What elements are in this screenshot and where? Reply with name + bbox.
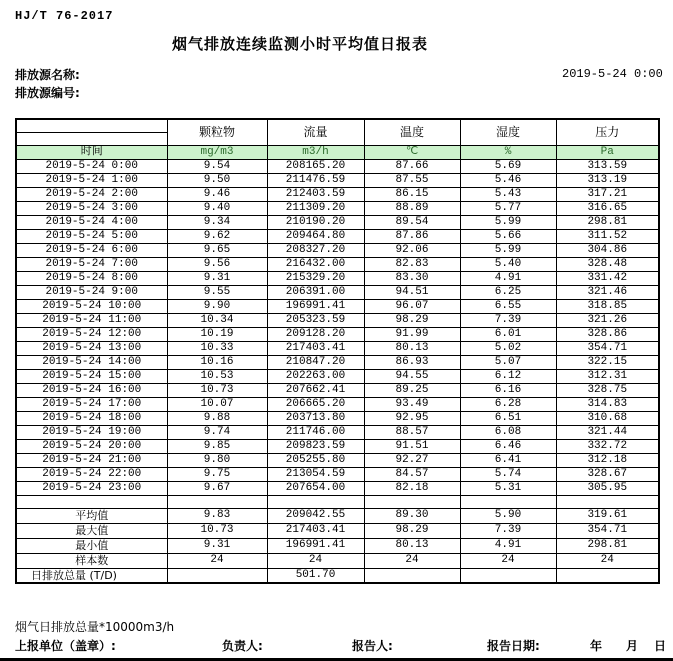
- value-cell: 321.46: [556, 285, 659, 299]
- table-row: [16, 481, 659, 495]
- value-cell: 207662.41: [267, 383, 364, 397]
- table-row: [16, 299, 659, 313]
- table-row: [16, 173, 659, 187]
- summary-value-cell: [556, 568, 659, 583]
- value-cell: 89.54: [364, 215, 460, 229]
- value-cell: 6.01: [460, 327, 556, 341]
- value-cell: 313.59: [556, 159, 659, 173]
- summary-value-cell: 80.13: [364, 538, 460, 553]
- summary-value-cell: 196991.41: [267, 538, 364, 553]
- value-cell: 5.02: [460, 341, 556, 355]
- time-cell: 2019-5-24 14:00: [16, 355, 167, 369]
- table-row: [16, 215, 659, 229]
- time-cell: 2019-5-24 3:00: [16, 201, 167, 215]
- value-cell: 316.65: [556, 201, 659, 215]
- value-cell: 6.25: [460, 285, 556, 299]
- report-table: [15, 118, 660, 584]
- report-unit-label: 上报单位（盖章）:: [15, 639, 116, 653]
- value-cell: 209128.20: [267, 327, 364, 341]
- time-cell: 2019-5-24 1:00: [16, 173, 167, 187]
- time-cell: 2019-5-24 12:00: [16, 327, 167, 341]
- value-cell: 9.31: [167, 271, 267, 285]
- value-cell: 9.85: [167, 439, 267, 453]
- value-cell: 310.68: [556, 411, 659, 425]
- time-cell: 2019-5-24 15:00: [16, 369, 167, 383]
- value-cell: 211746.00: [267, 425, 364, 439]
- summary-value-cell: 24: [167, 553, 267, 568]
- data-rows: [16, 159, 659, 495]
- report-datetime: 2019-5-24 0:00: [562, 67, 663, 81]
- summary-row: [16, 553, 659, 568]
- summary-value-cell: 217403.41: [267, 523, 364, 538]
- responsible-person-label: 负责人:: [222, 639, 263, 653]
- summary-label-cell: 最小值: [16, 538, 167, 553]
- table-row: [16, 201, 659, 215]
- blank-cell: [364, 495, 460, 508]
- value-cell: 5.69: [460, 159, 556, 173]
- time-cell: 2019-5-24 10:00: [16, 299, 167, 313]
- blank-row: [16, 495, 659, 508]
- summary-row: [16, 523, 659, 538]
- table-row: [16, 467, 659, 481]
- table-row: [16, 341, 659, 355]
- summary-value-cell: 24: [460, 553, 556, 568]
- value-cell: 6.12: [460, 369, 556, 383]
- table-row: [16, 229, 659, 243]
- value-cell: 331.42: [556, 271, 659, 285]
- value-cell: 206391.00: [267, 285, 364, 299]
- time-cell: 2019-5-24 19:00: [16, 425, 167, 439]
- time-cell: 2019-5-24 2:00: [16, 187, 167, 201]
- footer-note: 烟气日排放总量*10000m3/h: [15, 620, 175, 634]
- value-cell: 9.55: [167, 285, 267, 299]
- value-cell: 86.15: [364, 187, 460, 201]
- time-header: 时间: [16, 145, 167, 159]
- summary-value-cell: [460, 568, 556, 583]
- value-cell: 10.33: [167, 341, 267, 355]
- value-cell: 87.66: [364, 159, 460, 173]
- column-header-humidity: 湿度: [460, 119, 556, 145]
- value-cell: 298.81: [556, 215, 659, 229]
- value-cell: 91.99: [364, 327, 460, 341]
- table-row: [16, 257, 659, 271]
- summary-label-cell: 样本数: [16, 553, 167, 568]
- value-cell: 5.31: [460, 481, 556, 495]
- value-cell: 84.57: [364, 467, 460, 481]
- summary-value-cell: [167, 568, 267, 583]
- value-cell: 196991.41: [267, 299, 364, 313]
- blank-cell: [16, 495, 167, 508]
- value-cell: 332.72: [556, 439, 659, 453]
- table-row: [16, 313, 659, 327]
- table-row: [16, 187, 659, 201]
- value-cell: 86.93: [364, 355, 460, 369]
- time-cell: 2019-5-24 6:00: [16, 243, 167, 257]
- summary-value-cell: 298.81: [556, 538, 659, 553]
- table-row: [16, 453, 659, 467]
- value-cell: 9.74: [167, 425, 267, 439]
- value-cell: 6.28: [460, 397, 556, 411]
- header-row-top: [16, 119, 659, 132]
- summary-label-cell: 最大值: [16, 523, 167, 538]
- value-cell: 354.71: [556, 341, 659, 355]
- value-cell: 88.89: [364, 201, 460, 215]
- value-cell: 4.91: [460, 271, 556, 285]
- time-cell: 2019-5-24 16:00: [16, 383, 167, 397]
- value-cell: 10.19: [167, 327, 267, 341]
- time-cell: 2019-5-24 11:00: [16, 313, 167, 327]
- summary-value-cell: 5.90: [460, 508, 556, 523]
- value-cell: 5.46: [460, 173, 556, 187]
- unit-pm: mg/m3: [167, 145, 267, 159]
- value-cell: 87.55: [364, 173, 460, 187]
- value-cell: 10.73: [167, 383, 267, 397]
- table-row: [16, 159, 659, 173]
- summary-rows: [16, 508, 659, 583]
- table-row: [16, 383, 659, 397]
- time-cell: 2019-5-24 0:00: [16, 159, 167, 173]
- table-row: [16, 285, 659, 299]
- time-split-top-cell: [16, 119, 167, 132]
- value-cell: 9.65: [167, 243, 267, 257]
- summary-row: [16, 508, 659, 523]
- value-cell: 215329.20: [267, 271, 364, 285]
- summary-value-cell: 9.83: [167, 508, 267, 523]
- blank-cell: [167, 495, 267, 508]
- time-cell: 2019-5-24 20:00: [16, 439, 167, 453]
- value-cell: 83.30: [364, 271, 460, 285]
- time-cell: 2019-5-24 8:00: [16, 271, 167, 285]
- value-cell: 5.77: [460, 201, 556, 215]
- value-cell: 9.75: [167, 467, 267, 481]
- table-row: [16, 271, 659, 285]
- value-cell: 10.07: [167, 397, 267, 411]
- table-row: [16, 397, 659, 411]
- summary-value-cell: 7.39: [460, 523, 556, 538]
- signature-row: [0, 637, 673, 653]
- table-row: [16, 355, 659, 369]
- value-cell: 203713.80: [267, 411, 364, 425]
- table-row: [16, 369, 659, 383]
- value-cell: 206665.20: [267, 397, 364, 411]
- value-cell: 328.48: [556, 257, 659, 271]
- time-split-bottom-cell: [16, 132, 167, 145]
- value-cell: 9.80: [167, 453, 267, 467]
- summary-value-cell: 354.71: [556, 523, 659, 538]
- value-cell: 82.83: [364, 257, 460, 271]
- summary-value-cell: [364, 568, 460, 583]
- summary-value-cell: 10.73: [167, 523, 267, 538]
- value-cell: 10.53: [167, 369, 267, 383]
- summary-value-cell: 4.91: [460, 538, 556, 553]
- value-cell: 211476.59: [267, 173, 364, 187]
- time-cell: 2019-5-24 13:00: [16, 341, 167, 355]
- value-cell: 88.57: [364, 425, 460, 439]
- value-cell: 9.88: [167, 411, 267, 425]
- blank-cell: [460, 495, 556, 508]
- summary-row: [16, 568, 659, 583]
- value-cell: 94.51: [364, 285, 460, 299]
- value-cell: 9.67: [167, 481, 267, 495]
- value-cell: 328.75: [556, 383, 659, 397]
- value-cell: 211309.20: [267, 201, 364, 215]
- summary-row: [16, 538, 659, 553]
- value-cell: 5.66: [460, 229, 556, 243]
- table-row: [16, 425, 659, 439]
- value-cell: 6.41: [460, 453, 556, 467]
- summary-value-cell: 319.61: [556, 508, 659, 523]
- value-cell: 213054.59: [267, 467, 364, 481]
- value-cell: 89.25: [364, 383, 460, 397]
- value-cell: 313.19: [556, 173, 659, 187]
- time-cell: 2019-5-24 17:00: [16, 397, 167, 411]
- value-cell: 82.18: [364, 481, 460, 495]
- value-cell: 318.85: [556, 299, 659, 313]
- time-cell: 2019-5-24 5:00: [16, 229, 167, 243]
- value-cell: 9.54: [167, 159, 267, 173]
- value-cell: 7.39: [460, 313, 556, 327]
- value-cell: 208165.20: [267, 159, 364, 173]
- value-cell: 5.07: [460, 355, 556, 369]
- summary-label-cell: 平均值: [16, 508, 167, 523]
- value-cell: 210847.20: [267, 355, 364, 369]
- unit-pressure: Pa: [556, 145, 659, 159]
- value-cell: 6.16: [460, 383, 556, 397]
- table-row: [16, 243, 659, 257]
- page-title: 烟气排放连续监测小时平均值日报表: [171, 35, 428, 53]
- value-cell: 98.29: [364, 313, 460, 327]
- report-date-label: 报告日期:: [487, 639, 540, 653]
- value-cell: 205323.59: [267, 313, 364, 327]
- value-cell: 91.51: [364, 439, 460, 453]
- table-row: [16, 327, 659, 341]
- column-header-temp: 温度: [364, 119, 460, 145]
- value-cell: 9.62: [167, 229, 267, 243]
- title-wrap: [0, 33, 600, 54]
- value-cell: 9.50: [167, 173, 267, 187]
- value-cell: 328.67: [556, 467, 659, 481]
- value-cell: 5.99: [460, 215, 556, 229]
- value-cell: 9.46: [167, 187, 267, 201]
- summary-label-cell: 日排放总量 (T/D): [16, 568, 167, 583]
- summary-value-cell: 501.70: [267, 568, 364, 583]
- time-cell: 2019-5-24 18:00: [16, 411, 167, 425]
- value-cell: 5.43: [460, 187, 556, 201]
- value-cell: 6.08: [460, 425, 556, 439]
- value-cell: 6.55: [460, 299, 556, 313]
- value-cell: 212403.59: [267, 187, 364, 201]
- value-cell: 92.06: [364, 243, 460, 257]
- value-cell: 5.74: [460, 467, 556, 481]
- blank-cell: [267, 495, 364, 508]
- value-cell: 6.46: [460, 439, 556, 453]
- time-cell: 2019-5-24 4:00: [16, 215, 167, 229]
- value-cell: 209823.59: [267, 439, 364, 453]
- source-name-label: 排放源名称:: [15, 68, 80, 82]
- value-cell: 321.26: [556, 313, 659, 327]
- table-row: [16, 439, 659, 453]
- value-cell: 209464.80: [267, 229, 364, 243]
- column-header-pressure: 压力: [556, 119, 659, 145]
- value-cell: 6.51: [460, 411, 556, 425]
- time-cell: 2019-5-24 23:00: [16, 481, 167, 495]
- unit-temp: ℃: [364, 145, 460, 159]
- value-cell: 10.34: [167, 313, 267, 327]
- value-cell: 305.95: [556, 481, 659, 495]
- summary-value-cell: 9.31: [167, 538, 267, 553]
- unit-humidity: %: [460, 145, 556, 159]
- day-label: 日: [654, 639, 667, 653]
- column-header-pm: 颗粒物: [167, 119, 267, 145]
- value-cell: 80.13: [364, 341, 460, 355]
- value-cell: 328.86: [556, 327, 659, 341]
- value-cell: 202263.00: [267, 369, 364, 383]
- source-code-label: 排放源编号:: [15, 86, 80, 100]
- value-cell: 9.90: [167, 299, 267, 313]
- standard-number: HJ/T 76-2017: [15, 9, 114, 23]
- value-cell: 210190.20: [267, 215, 364, 229]
- column-header-flow: 流量: [267, 119, 364, 145]
- value-cell: 321.44: [556, 425, 659, 439]
- value-cell: 92.95: [364, 411, 460, 425]
- value-cell: 317.21: [556, 187, 659, 201]
- value-cell: 207654.00: [267, 481, 364, 495]
- value-cell: 87.86: [364, 229, 460, 243]
- summary-value-cell: 24: [556, 553, 659, 568]
- summary-value-cell: 24: [364, 553, 460, 568]
- summary-value-cell: 98.29: [364, 523, 460, 538]
- value-cell: 216432.00: [267, 257, 364, 271]
- value-cell: 208327.20: [267, 243, 364, 257]
- year-label: 年: [590, 639, 603, 653]
- value-cell: 312.18: [556, 453, 659, 467]
- month-label: 月: [626, 639, 639, 653]
- value-cell: 5.99: [460, 243, 556, 257]
- value-cell: 93.49: [364, 397, 460, 411]
- summary-value-cell: 209042.55: [267, 508, 364, 523]
- value-cell: 5.40: [460, 257, 556, 271]
- reporter-label: 报告人:: [352, 639, 393, 653]
- value-cell: 205255.80: [267, 453, 364, 467]
- value-cell: 311.52: [556, 229, 659, 243]
- value-cell: 304.86: [556, 243, 659, 257]
- value-cell: 312.31: [556, 369, 659, 383]
- time-cell: 2019-5-24 21:00: [16, 453, 167, 467]
- time-cell: 2019-5-24 9:00: [16, 285, 167, 299]
- summary-value-cell: 24: [267, 553, 364, 568]
- value-cell: 314.83: [556, 397, 659, 411]
- blank-cell: [556, 495, 659, 508]
- value-cell: 9.34: [167, 215, 267, 229]
- table-row: [16, 411, 659, 425]
- value-cell: 322.15: [556, 355, 659, 369]
- units-row: [16, 145, 659, 159]
- time-cell: 2019-5-24 7:00: [16, 257, 167, 271]
- value-cell: 92.27: [364, 453, 460, 467]
- time-cell: 2019-5-24 22:00: [16, 467, 167, 481]
- value-cell: 10.16: [167, 355, 267, 369]
- summary-value-cell: 89.30: [364, 508, 460, 523]
- value-cell: 94.55: [364, 369, 460, 383]
- value-cell: 217403.41: [267, 341, 364, 355]
- unit-flow: m3/h: [267, 145, 364, 159]
- value-cell: 9.56: [167, 257, 267, 271]
- value-cell: 9.40: [167, 201, 267, 215]
- value-cell: 96.07: [364, 299, 460, 313]
